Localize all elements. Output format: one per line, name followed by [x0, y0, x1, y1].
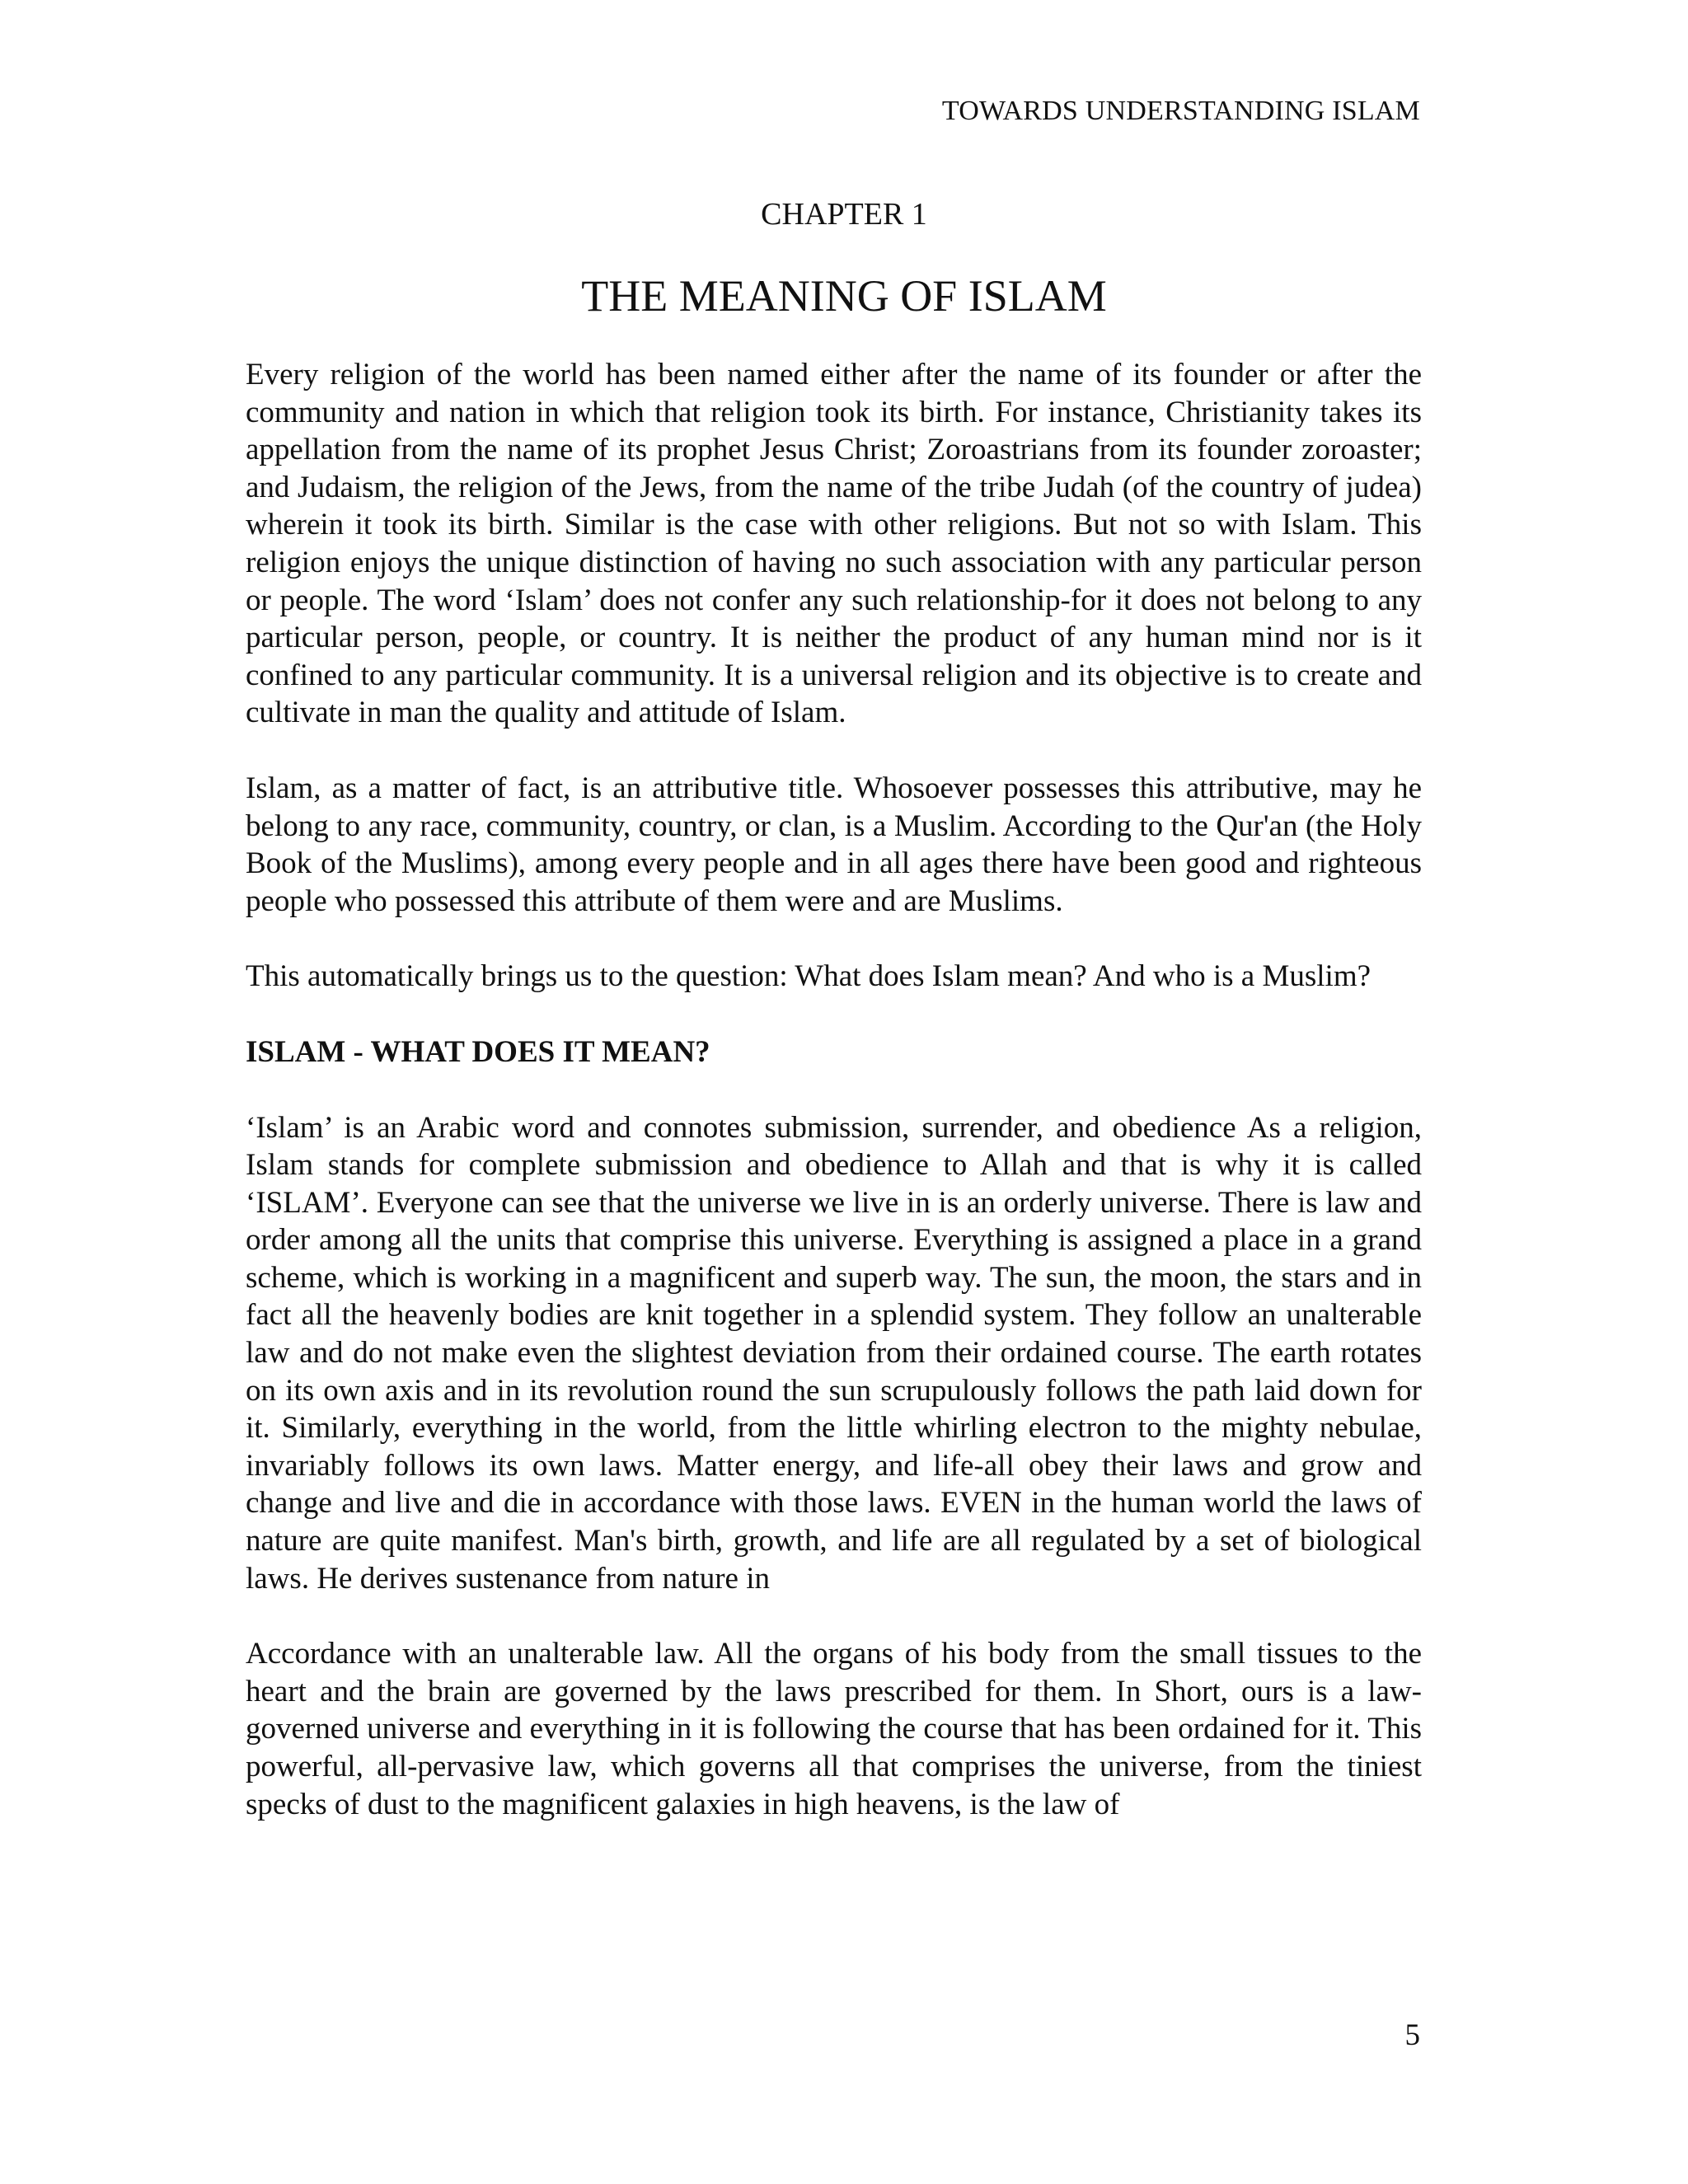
page-number: 5: [1404, 2018, 1420, 2052]
paragraph-2: Islam, as a matter of fact, is an attributive title. Whosoever possesses this attributive, may he belong to any race, community, country, or clan, is a Muslim. According to the Qur'an (the Holy Book of the Muslims), among every people and in all ages there have been good and righteous people who possessed this attribute of them were and are Muslims.: [246, 771, 1422, 918]
body-text: [246, 356, 1422, 1861]
chapter-number: CHAPTER 1: [761, 197, 927, 232]
paragraph-4: ‘Islam’ is an Arabic word and connotes submission, surrender, and obedience As a religion, Islam stands for complete submission and obedience to Allah and that is why it is called ‘ISLAM’. Everyone can see that the universe we live in is an orderly universe. There is law and order among all the units that comprise this universe. Everything is assigned a place in a grand scheme, which is working in a magnificent and superb way. The sun, the moon, the stars and in fact all the heavenly bodies are knit together in a splendid system. They follow an unalterable law and do not make even the slightest deviation from their ordained course. The earth rotates on its own axis and in its revolution round the sun scrupulously follows the path laid down for it. Similarly, everything in the world, from the little whirling electron to the mighty nebulae, invariably follows its own laws. Matter energy, and life-all obey their laws and grow and change and live and die in accordance with those laws. EVEN in the human world the laws of nature are quite manifest. Man's birth, growth, and life are all regulated by a set of biological laws. He derives sustenance from nature in: [246, 1110, 1422, 1596]
running-header: TOWARDS UNDERSTANDING ISLAM: [941, 96, 1420, 126]
paragraph-1: Every religion of the world has been named either after the name of its founder or after the community and nation in which that religion took its birth. For instance, Christianity takes its appellation from the name of its prophet Jesus Christ; Zoroastrians from its founder zoroaster; and Judaism, the religion of the Jews, from the name of the tribe Judah (of the country of judea) wherein it took its birth. Similar is the case with other religions. But not so with Islam. This religion enjoys the unique distinction of having no such association with any particular person or people. The word ‘Islam’ does not confer any such relationship-for it does not belong to any particular person, people, or country. It is neither the product of any human mind nor is it confined to any particular community. It is a universal religion and its objective is to create and cultivate in man the quality and attitude of Islam.: [246, 358, 1422, 730]
chapter-title: THE MEANING OF ISLAM: [581, 271, 1107, 321]
paragraph-5: Accordance with an unalterable law. All the organs of his body from the small tissues to the heart and the brain are governed by the laws prescribed for them. In Short, ours is a law-governed universe and everything in it is following the course that has been ordained for it. This powerful, all-pervasive law, which governs all that comprises the universe, from the tiniest specks of dust to the magnificent galaxies in high heavens, is the law of: [246, 1637, 1422, 1821]
paragraph-3: This automatically brings us to the question: What does Islam mean? And who is a Muslim?: [246, 959, 1372, 994]
section-heading: ISLAM - WHAT DOES IT MEAN?: [246, 1034, 710, 1069]
